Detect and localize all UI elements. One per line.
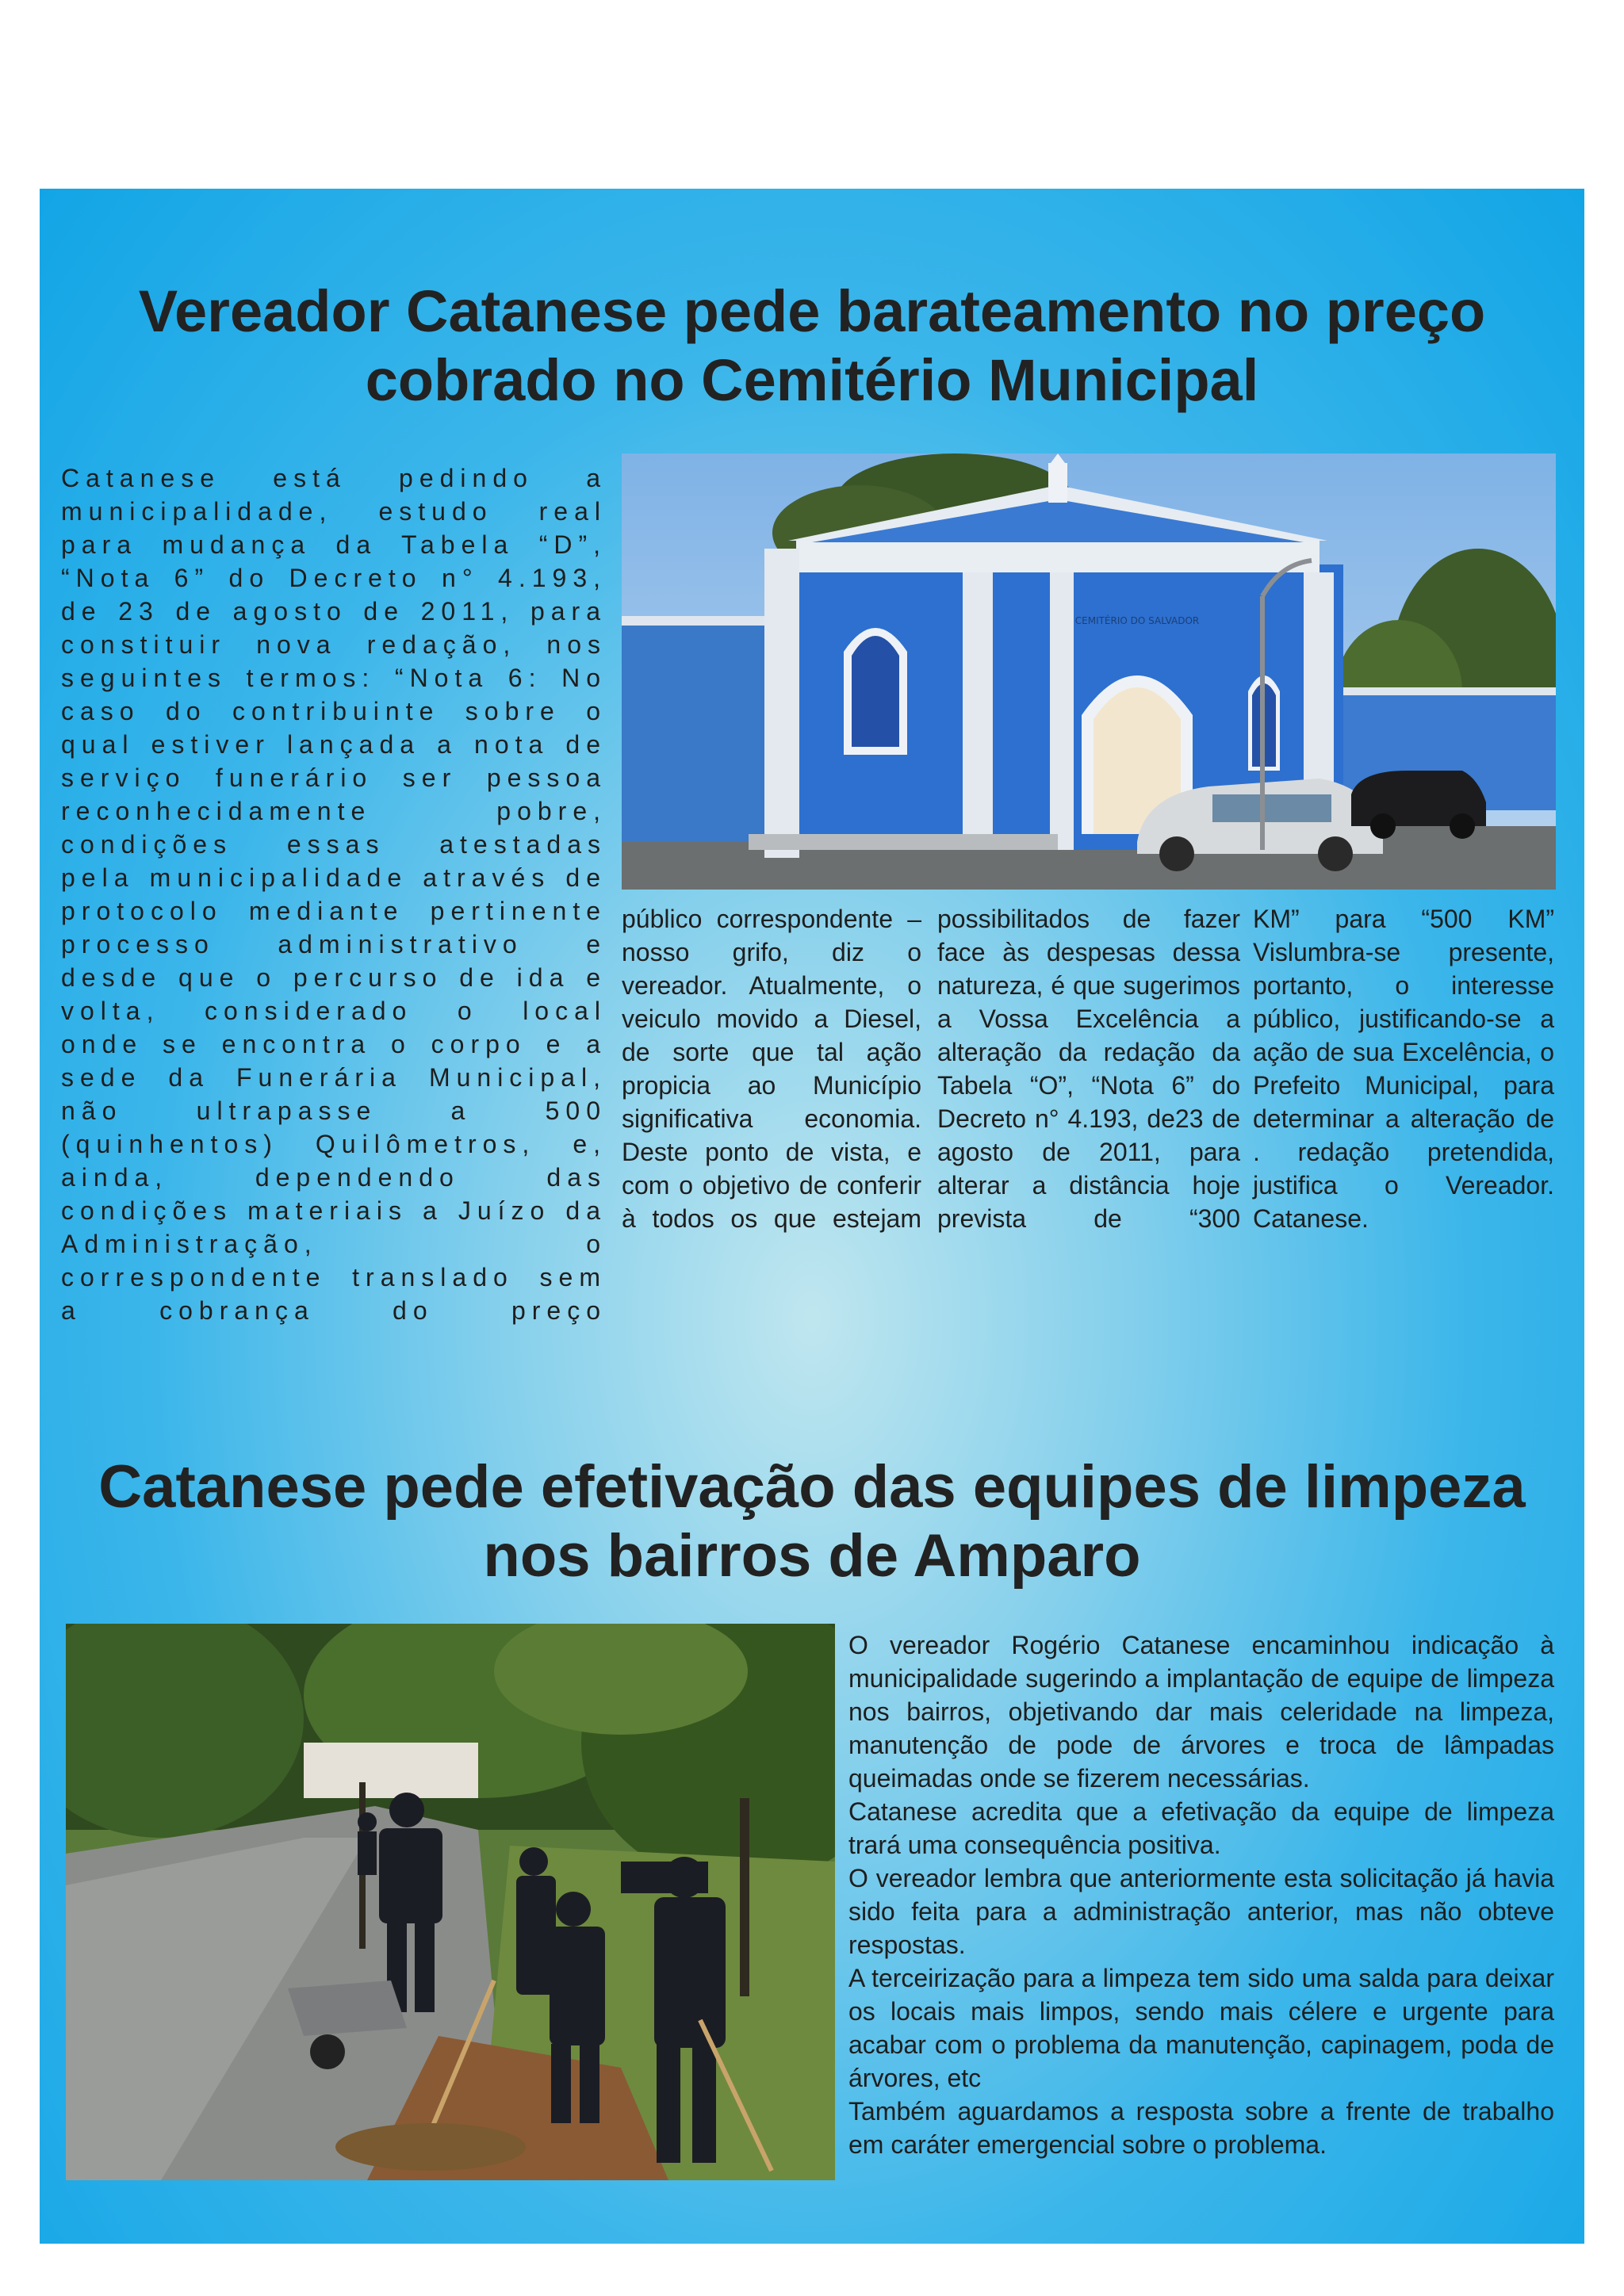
article1-column-2: público correspondente – nosso grifo, diz o vereador. Atualmente, o veiculo movido a Diesel, de sorte que tal ação propicia ao Município significativa economia. Deste ponto de vista, e com o objetivo de conferir à todos os que estejam <box>622 905 921 1233</box>
article2-paragraph: O vereador Rogério Catanese encaminhou indicação à municipalidade sugerindo a implantação de equipe de limpeza nos bairros, objetivando dar mais celeridade na limpeza, manutenção de pode de árvores e troca de lâmpadas queimadas onde se fizerem necessárias. <box>848 1631 1554 1793</box>
article1-column-4: KM” para “500 KM” Vislumbra-se presente, portanto, o interesse público, justificando-se a ação de sua Excelência, o Prefeito Municipal, para determinar a alteração de . redação pretendida, justifica o Vereador. Catanese. <box>1253 905 1554 1233</box>
article2-paragraph: A terceirização para a limpeza tem sido uma salda para deixar os locais mais limpos, sendo mais célere e urgente para acabar com o problema da manutenção, capinagem, poda de árvores, etc <box>848 1964 1554 2092</box>
article2-headline: Catanese pede efetivação das equipes de limpeza nos bairros de Amparo <box>98 1453 1526 1590</box>
cemetery-sign: CEMITÉRIO DO SALVADOR <box>1074 615 1200 626</box>
article2-body <box>848 1628 1554 2161</box>
article2-paragraph: O vereador lembra que anteriormente esta solicitação já havia sido feita para a administração anterior, mas não obteve respostas. <box>848 1864 1554 1959</box>
cleaning-crew-photo <box>66 1624 835 2180</box>
article1-headline: Vereador Catanese pede barateamento no preço cobrado no Cemitério Municipal <box>138 278 1486 413</box>
cemetery-photo <box>622 453 1556 890</box>
article1-column-3: possibilitados de fazer face às despesas dessa natureza, é que sugerimos a Vossa Excelência a alteração da redação da Tabela “O”, “Nota 6” do Decreto n° 4.193, de23 de agosto de 2011, para alterar a distância hoje prevista de “300 <box>937 905 1240 1233</box>
article1-column-1: Catanese está pedindo a municipalidade, estudo real para mudança da Tabela “D”, “Nota 6” do Decreto n° 4.193, de 23 de agosto de 2011, para constituir nova redação, nos seguintes termos: “Nota 6: No caso do contribuinte sobre o qual estiver lançada a nota de serviço funerário ser pessoa reconhecidamente pobre, condições essas atestadas pela municipalidade através de protocolo mediante pertinente processo administrativo e desde que o percurso de ida e volta, considerado o local onde se encontra o corpo e a sede da Funerária Municipal, não ultrapasse a 500 (quinhentos) Quilômetros, e, ainda, dependendo das condições materiais a Juízo da Administração, o correspondente translado sem a cobrança do preço <box>61 464 607 1325</box>
article2-paragraph: Catanese acredita que a efetivação da equipe de limpeza trará uma consequência positiva. <box>848 1797 1554 1859</box>
article2-paragraph: Também aguardamos a resposta sobre a frente de trabalho em caráter emergencial sobre o problema. <box>848 2097 1554 2159</box>
